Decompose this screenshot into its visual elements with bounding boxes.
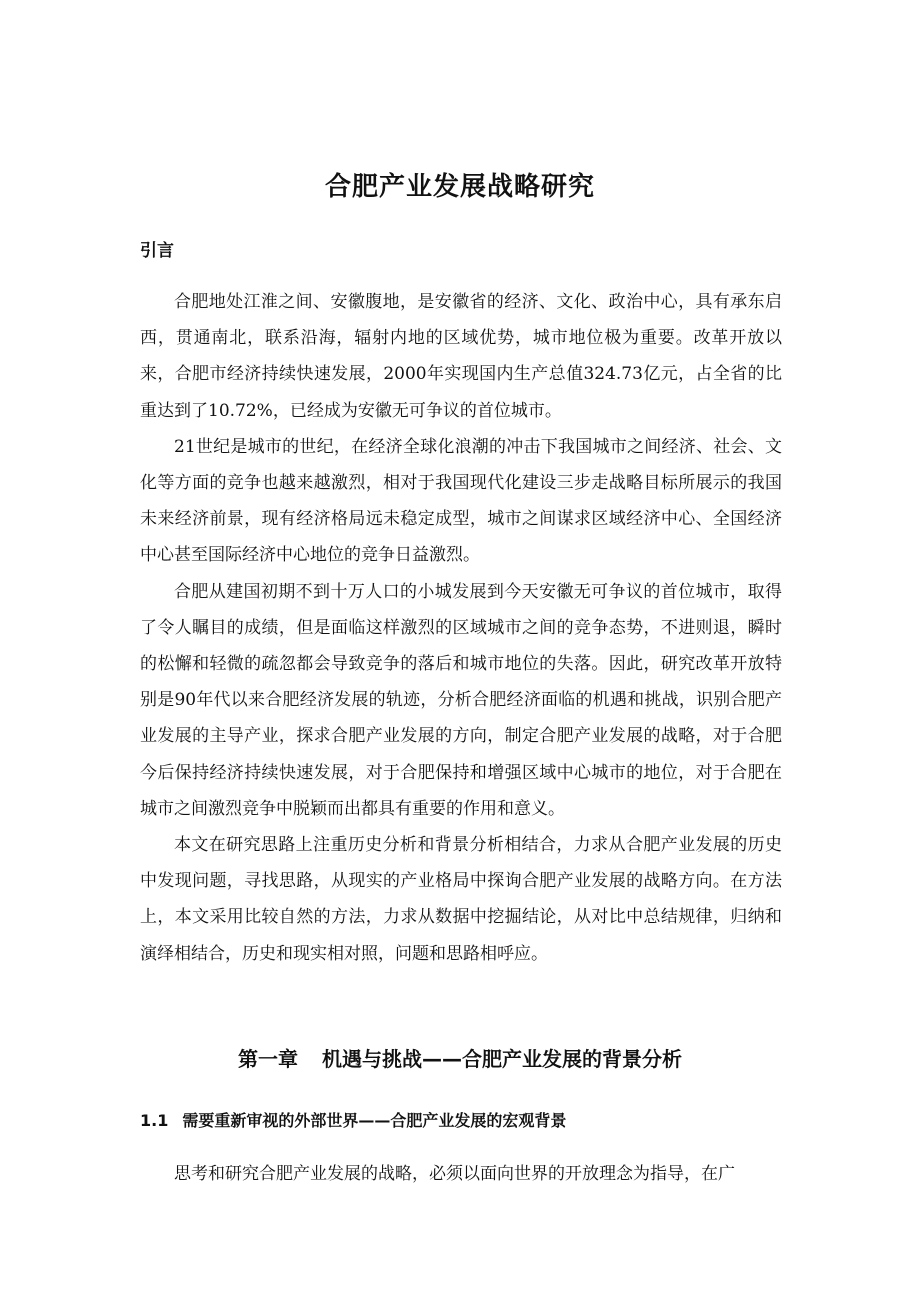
intro-paragraph-4: 本文在研究思路上注重历史分析和背景分析相结合，力求从合肥产业发展的历史中发现问题，寻找思路，从现实的产业格局中探询合肥产业发展的战略方向。在方法上，本文采用比较自然的方法，力求从数据中挖掘结论，从对比中总结规律，归纳和演绎相结合，历史和现实相对照，问题和思路相呼应。: [140, 835, 782, 964]
document-title: 合肥产业发展战略研究: [324, 172, 595, 202]
intro-body: [140, 284, 782, 972]
section-1-1-number: 1.1: [140, 1111, 169, 1130]
intro-paragraph-1: 合肥地处江淮之间、安徽腹地，是安徽省的经济、文化、政治中心，具有承东启西，贯通南北，联系沿海，辐射内地的区域优势，城市地位极为重要。改革开放以来，合肥市经济持续快速发展，2000年实现国内生产总值324.73亿元，占全省的比重达到了10.72%，已经成为安徽无可争议的首位城市。: [140, 292, 782, 421]
intro-heading: 引言: [140, 241, 174, 261]
chapter-1-number: 第一章: [238, 1047, 298, 1071]
intro-paragraph-2: 21世纪是城市的世纪，在经济全球化浪潮的冲击下我国城市之间经济、社会、文化等方面的竞争也越来越激烈，相对于我国现代化建设三步走战略目标所展示的我国未来经济前景，现有经济格局远未稳定成型，城市之间谋求区域经济中心、全国经济中心甚至国际经济中心地位的竞争日益激烈。: [140, 436, 782, 566]
chapter-1-title: 机遇与挑战——合肥产业发展的背景分析: [322, 1047, 682, 1071]
section-1-1-title: 需要重新审视的外部世界——合肥产业发展的宏观背景: [182, 1111, 567, 1130]
chapter-1-heading: [0, 1043, 920, 1072]
section-1-1-heading: [140, 1108, 566, 1131]
intro-paragraph-3: 合肥从建国初期不到十万人口的小城发展到今天安徽无可争议的首位城市，取得了令人瞩目的成绩，但是面临这样激烈的区域城市之间的竞争态势，不进则退，瞬时的松懈和轻微的疏忽都会导致竞争的落后和城市地位的失落。因此，研究改革开放特别是90年代以来合肥经济发展的轨迹，分析合肥经济面临的机遇和挑战，识别合肥产业发展的主导产业，探求合肥产业发展的方向，制定合肥产业发展的战略，对于合肥今后保持经济持续快速发展，对于合肥保持和增强区域中心城市的地位，对于合肥在城市之间激烈竞争中脱颖而出都具有重要的作用和意义。: [140, 581, 782, 819]
section-1-1-paragraph-1: 思考和研究合肥产业发展的战略，必须以面向世界的开放理念为指导，在广: [174, 1164, 735, 1184]
section-1-1-body: [140, 1156, 782, 1196]
